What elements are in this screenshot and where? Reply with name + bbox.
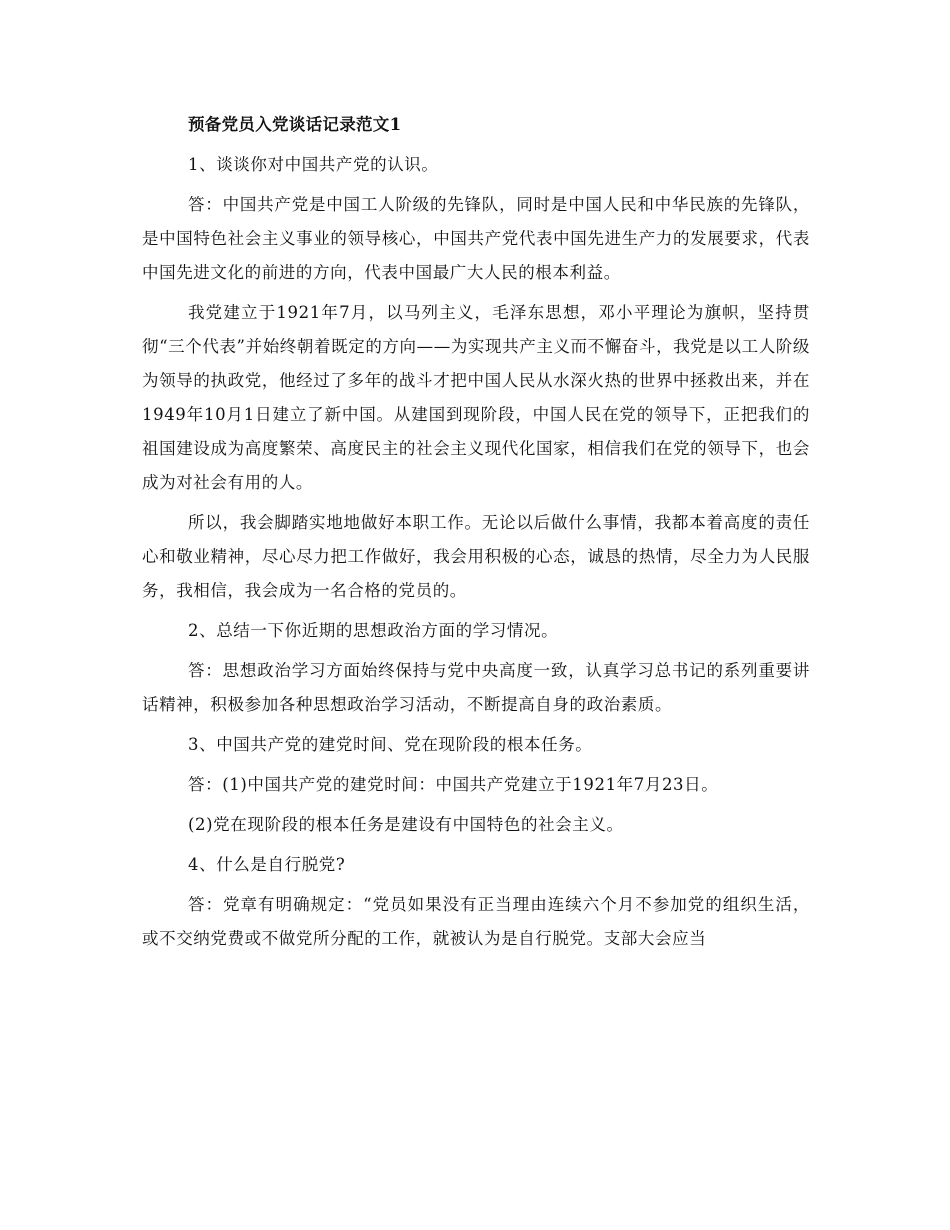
document-page	[142, 108, 810, 962]
answer-3-part-1: 答：(1)中国共产党的建党时间：中国共产党建立于1921年7月23日。	[188, 775, 719, 794]
question-3: 3、中国共产党的建党时间、党在现阶段的根本任务。	[188, 735, 593, 754]
question-2: 2、总结一下你近期的思想政治方面的学习情况。	[188, 621, 559, 640]
question-4: 4、什么是自行脱党?	[188, 855, 346, 874]
question-1: 1、谈谈你对中国共产党的认识。	[188, 155, 439, 174]
answer-1-paragraph-2: 我党建立于1921年7月，以马列主义，毛泽东思想，邓小平理论为旗帜，坚持贯彻“三个代表”并始终朝着既定的方向——为实现共产主义而不懈奋斗，我党是以工人阶级为领导的执政党，他经过了多年的战斗才把中国人民从水深火热的世界中拯救出来，并在1949年10月1日建立了新中国。从建国到现阶段，中国人民在党的领导下，正把我们的祖国建设成为高度繁荣、高度民主的社会主义现代化国家，相信我们在党的领导下，也会成为对社会有用的人。	[142, 303, 810, 492]
answer-1-paragraph-1: 答：中国共产党是中国工人阶级的先锋队，同时是中国人民和中华民族的先锋队，是中国特色社会主义事业的领导核心，中国共产党代表中国先进生产力的发展要求，代表中国先进文化的前进的方向，代表中国最广大人民的根本利益。	[142, 195, 810, 282]
answer-1-paragraph-3: 所以，我会脚踏实地地做好本职工作。无论以后做什么事情，我都本着高度的责任心和敬业精神，尽心尽力把工作做好，我会用积极的心态，诚恳的热情，尽全力为人民服务，我相信，我会成为一名合格的党员的。	[142, 513, 810, 600]
answer-4: 答：党章有明确规定：“党员如果没有正当理由连续六个月不参加党的组织生活，或不交纳党费或不做党所分配的工作，就被认为是自行脱党。支部大会应当	[142, 895, 810, 948]
answer-2: 答：思想政治学习方面始终保持与党中央高度一致，认真学习总书记的系列重要讲话精神，积极参加各种思想政治学习活动，不断提高自身的政治素质。	[142, 661, 810, 714]
answer-3-part-2: (2)党在现阶段的根本任务是建设有中国特色的社会主义。	[188, 815, 624, 834]
document-title: 预备党员入党谈话记录范文1	[188, 115, 402, 134]
